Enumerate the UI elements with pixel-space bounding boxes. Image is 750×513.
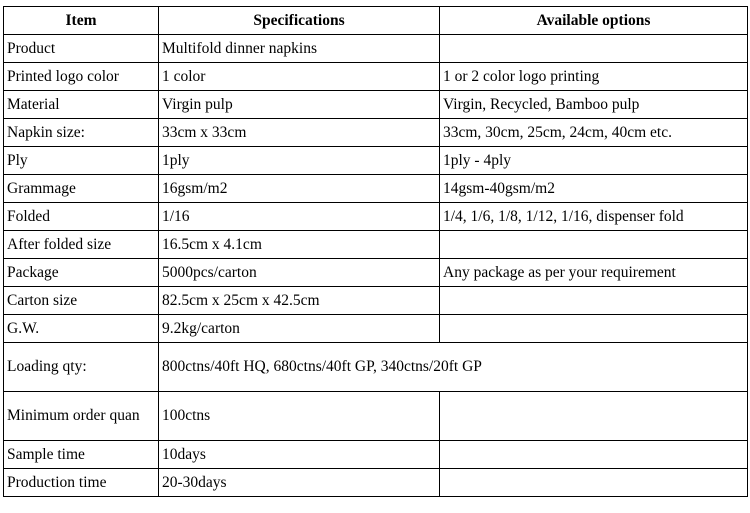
spec-cell: 20-30days — [159, 469, 440, 497]
table-row — [4, 231, 748, 259]
spec-cell: 16.5cm x 4.1cm — [159, 231, 440, 259]
options-cell: Virgin, Recycled, Bamboo pulp — [440, 91, 748, 119]
item-cell: Loading qty: — [4, 343, 159, 392]
spec-cell: 5000pcs/carton — [159, 259, 440, 287]
item-cell: Printed logo color — [4, 63, 159, 91]
item-cell: Folded — [4, 203, 159, 231]
spec-cell: 1/16 — [159, 203, 440, 231]
spec-cell: 82.5cm x 25cm x 42.5cm — [159, 287, 440, 315]
header-row — [4, 7, 748, 35]
options-cell: 1/4, 1/6, 1/8, 1/12, 1/16, dispenser fold — [440, 203, 748, 231]
table-row — [4, 203, 748, 231]
table-row — [4, 343, 748, 392]
spec-cell: 1ply — [159, 147, 440, 175]
table-row — [4, 392, 748, 441]
options-cell: 14gsm-40gsm/m2 — [440, 175, 748, 203]
table-row — [4, 175, 748, 203]
item-cell: Sample time — [4, 441, 159, 469]
specification-table — [3, 6, 748, 497]
header-available-options: Available options — [440, 7, 748, 35]
table-row — [4, 147, 748, 175]
item-cell: Minimum order quan — [4, 392, 159, 441]
options-cell — [440, 441, 748, 469]
spec-cell: 1 color — [159, 63, 440, 91]
spec-cell: 100ctns — [159, 392, 440, 441]
options-cell: 1 or 2 color logo printing — [440, 63, 748, 91]
options-cell — [440, 287, 748, 315]
table-row — [4, 119, 748, 147]
item-cell: Carton size — [4, 287, 159, 315]
table-row — [4, 287, 748, 315]
spec-cell-merged: 800ctns/40ft HQ, 680ctns/40ft GP, 340ctns/20ft GP — [159, 343, 748, 392]
options-cell: 33cm, 30cm, 25cm, 24cm, 40cm etc. — [440, 119, 748, 147]
header-specifications: Specifications — [159, 7, 440, 35]
header-item: Item — [4, 7, 159, 35]
item-cell: Product — [4, 35, 159, 63]
options-cell — [440, 392, 748, 441]
table-row — [4, 441, 748, 469]
table-row — [4, 91, 748, 119]
item-cell: After folded size — [4, 231, 159, 259]
table-row — [4, 315, 748, 343]
table-row — [4, 35, 748, 63]
item-cell: Material — [4, 91, 159, 119]
options-cell: 1ply - 4ply — [440, 147, 748, 175]
item-cell: G.W. — [4, 315, 159, 343]
table-row — [4, 469, 748, 497]
spec-cell: 33cm x 33cm — [159, 119, 440, 147]
options-cell — [440, 469, 748, 497]
options-cell: Any package as per your requirement — [440, 259, 748, 287]
options-cell — [440, 315, 748, 343]
spec-cell: 9.2kg/carton — [159, 315, 440, 343]
spec-cell: Multifold dinner napkins — [159, 35, 440, 63]
item-cell: Grammage — [4, 175, 159, 203]
spec-cell: 10days — [159, 441, 440, 469]
table-row — [4, 63, 748, 91]
spec-cell: Virgin pulp — [159, 91, 440, 119]
item-cell: Production time — [4, 469, 159, 497]
item-cell: Package — [4, 259, 159, 287]
table-row — [4, 259, 748, 287]
options-cell — [440, 35, 748, 63]
spec-cell: 16gsm/m2 — [159, 175, 440, 203]
options-cell — [440, 231, 748, 259]
item-cell: Ply — [4, 147, 159, 175]
item-cell: Napkin size: — [4, 119, 159, 147]
